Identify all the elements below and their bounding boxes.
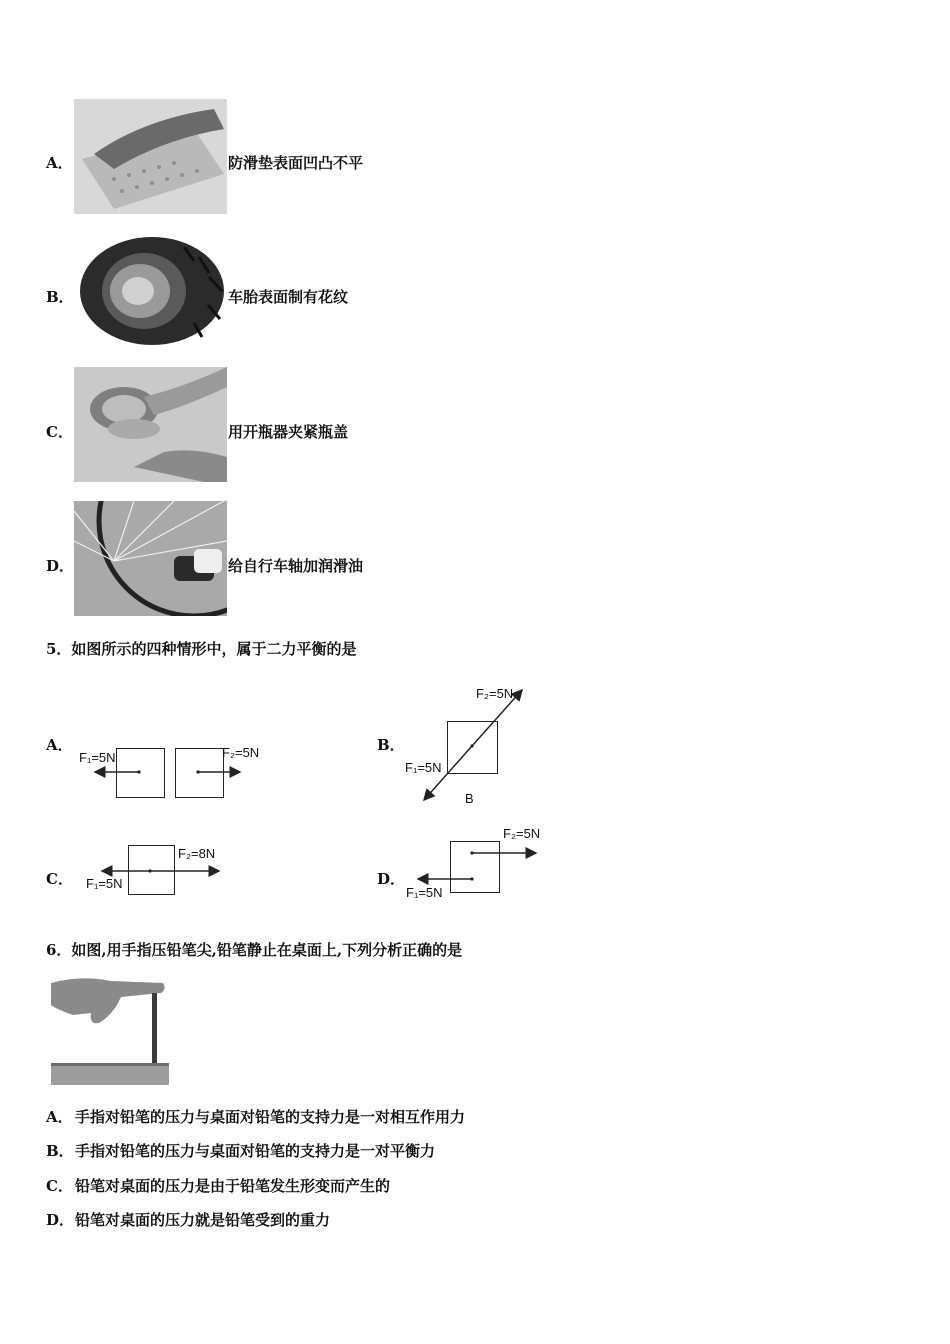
q4-option-d-text: 给自行车轴加润滑油 xyxy=(228,557,364,575)
q5-question: 5．如图所示的四种情形中，属于二力平衡的是 xyxy=(46,640,357,658)
q6-option-b-text: 手指对铅笔的压力与桌面对铅笔的支持力是一对平衡力 xyxy=(75,1142,436,1160)
q5a-f1-label: F₁=5N xyxy=(79,750,116,765)
q4-option-c-text: 用开瓶器夹紧瓶盖 xyxy=(228,423,349,441)
q5b-caption: B xyxy=(465,791,474,806)
q6-option-a-text: 手指对铅笔的压力与桌面对铅笔的支持力是一对相互作用力 xyxy=(75,1108,466,1126)
q5a-f2-label: F₂=5N xyxy=(222,745,260,760)
finger-pencil-image xyxy=(51,975,169,1085)
q6-question: 6．如图,用手指压铅笔尖,铅笔静止在桌面上,下列分析正确的是 xyxy=(46,941,463,959)
q5-option-d-letter: D． xyxy=(377,870,406,888)
q5c-f1-label: F₁=5N xyxy=(86,876,123,891)
q5-option-c-letter: C． xyxy=(46,870,73,888)
q6-option-d-text: 铅笔对桌面的压力就是铅笔受到的重力 xyxy=(75,1211,331,1229)
q4-option-d-letter: D． xyxy=(46,557,75,575)
q5c-f2-label: F₂=8N xyxy=(178,846,216,861)
q4-option-a-text: 防滑垫表面凹凸不平 xyxy=(228,154,364,172)
q4-option-c-letter: C． xyxy=(46,423,73,441)
q5b-f1-label: F₁=5N xyxy=(405,760,442,775)
q5d-f1-label: F₁=5N xyxy=(406,885,443,900)
q6-option-d: D． xyxy=(46,1211,75,1229)
q5-option-b-letter: B． xyxy=(377,736,405,754)
q5b-f2-label: F₂=5N xyxy=(476,686,514,701)
q6-option-c-text: 铅笔对桌面的压力是由于铅笔发生形变而产生的 xyxy=(75,1177,391,1195)
q4-option-b-letter: B． xyxy=(46,288,74,306)
q4-option-b-text: 车胎表面制有花纹 xyxy=(228,288,349,306)
q4-option-a-letter: A． xyxy=(46,154,73,172)
finger-pencil-drawing xyxy=(51,975,169,1085)
q6-option-c: C． xyxy=(46,1177,73,1195)
q5-option-a-letter: A． xyxy=(46,736,73,754)
q5d-f2-label: F₂=5N xyxy=(503,826,541,841)
q6-option-b: B． xyxy=(46,1142,74,1160)
q6-option-a: A． xyxy=(46,1108,73,1126)
